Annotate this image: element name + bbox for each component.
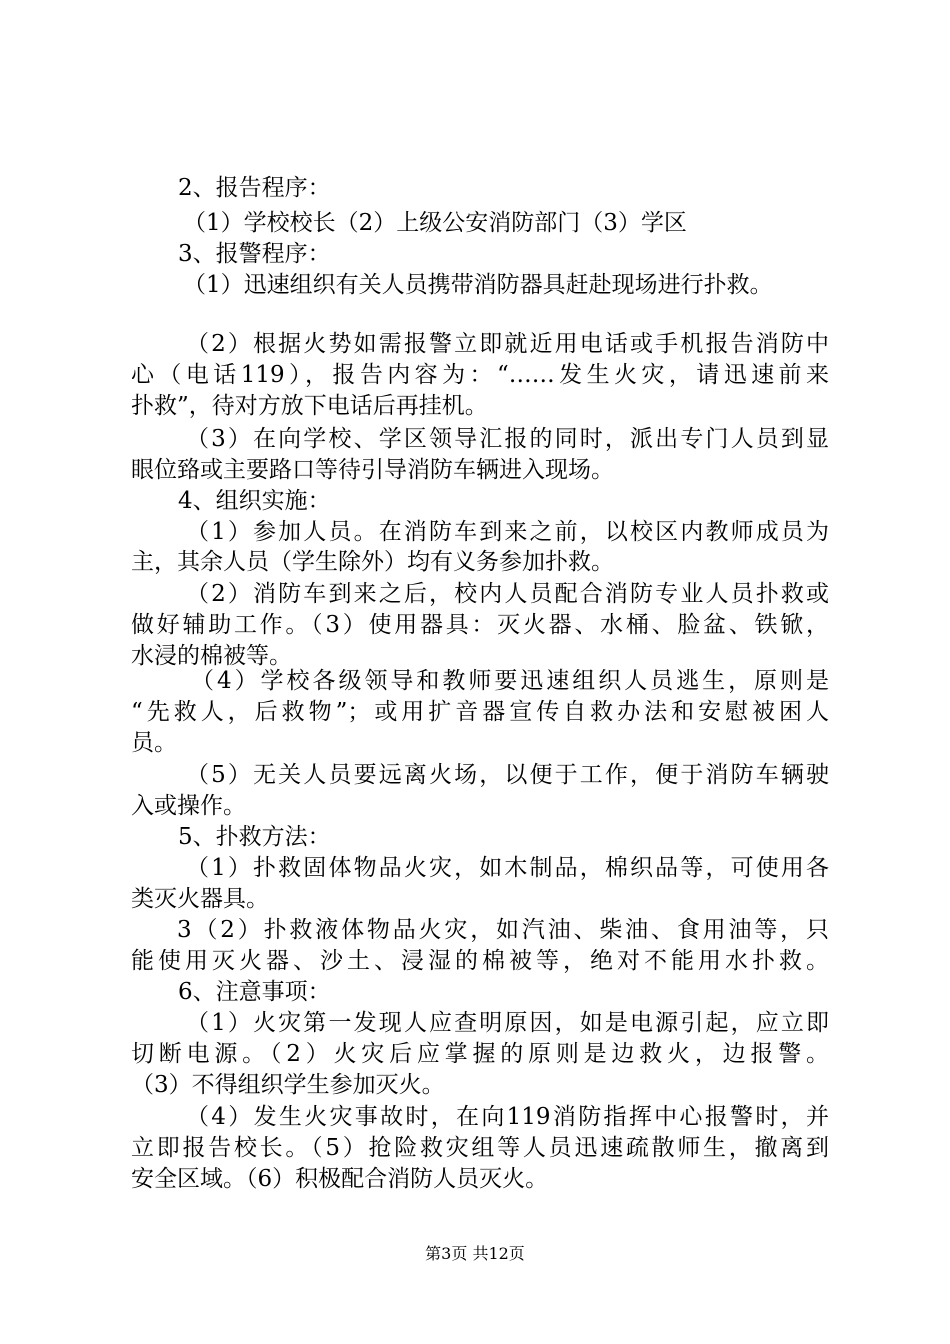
paragraph-line: 入或操作。 [131, 793, 246, 819]
paragraph-line: 水浸的棉被等。 [131, 643, 292, 669]
paragraph-line: （2）消防车到来之后，校内人员配合消防专业人员扑救或 [186, 581, 829, 607]
paragraph-line: 切断电源。（2）火灾后应掌握的原则是边救火，边报警。 [131, 1041, 829, 1067]
paragraph-line: （1）学校校长（2）上级公安消防部门（3）学区 [183, 210, 687, 236]
paragraph-line: 做好辅助工作。（3）使用器具：灭火器、水桶、脸盆、铁锨， [131, 612, 829, 638]
paragraph-line: （1）火灾第一发现人应查明原因，如是电源引起，应立即 [186, 1010, 829, 1036]
paragraph-line: （2）根据火势如需报警立即就近用电话或手机报告消防中 [186, 331, 829, 357]
paragraph-line: （5）无关人员要远离火场，以便于工作，便于消防车辆驶 [186, 762, 829, 788]
paragraph-line: 类灭火器具。 [131, 886, 269, 912]
paragraph-line: （3）在向学校、学区领导汇报的同时，派出专门人员到显 [186, 426, 829, 452]
heading-precautions: 6、注意事项： [178, 979, 331, 1005]
paragraph-line: （1）扑救固体物品火灾，如木制品，棉织品等，可使用各 [186, 855, 829, 881]
paragraph-line: “先救人，后救物”；或用扩音器宣传自救办法和安慰被困人 [131, 699, 829, 725]
paragraph-line: （3）不得组织学生参加灭火。 [131, 1072, 445, 1098]
paragraph-line: 员。 [131, 730, 177, 756]
paragraph-line: （4）发生火灾事故时，在向119消防指挥中心报警时，并 [186, 1104, 829, 1130]
paragraph-line: 眼位臵或主要路口等待引导消防车辆进入现场。 [131, 457, 614, 483]
page-number-footer: 第3页 共12页 [425, 1244, 525, 1263]
paragraph-line: 扑救”，待对方放下电话后再挂机。 [131, 393, 488, 419]
paragraph-line: （1）迅速组织有关人员携带消防器具赶赴现场进行扑救。 [183, 272, 773, 298]
paragraph-line: 主，其余人员（学生除外）均有义务参加扑救。 [131, 549, 614, 575]
paragraph-line: 心（电话119），报告内容为：“……发生火灾，请迅速前来 [131, 362, 829, 388]
heading-organize: 4、组织实施： [178, 488, 331, 514]
paragraph-line: （1）参加人员。在消防车到来之前，以校区内教师成员为 [186, 519, 829, 545]
paragraph-line: （4）学校各级领导和教师要迅速组织人员逃生，原则是 [191, 668, 829, 694]
paragraph-line: 3（2）扑救液体物品火灾，如汽油、柴油、食用油等，只 [177, 917, 829, 943]
heading-report-procedure: 2、报告程序： [178, 175, 331, 201]
heading-fire-fighting-methods: 5、扑救方法： [178, 824, 331, 850]
paragraph-line: 能使用灭火器、沙土、浸湿的棉被等，绝对不能用水扑救。 [131, 948, 829, 974]
paragraph-line: 立即报告校长。（5）抢险救灾组等人员迅速疏散师生，撤离到 [131, 1135, 829, 1161]
paragraph-line: 安全区域。（6）积极配合消防人员灭火。 [131, 1166, 549, 1192]
heading-alarm-procedure: 3、报警程序： [178, 241, 331, 267]
